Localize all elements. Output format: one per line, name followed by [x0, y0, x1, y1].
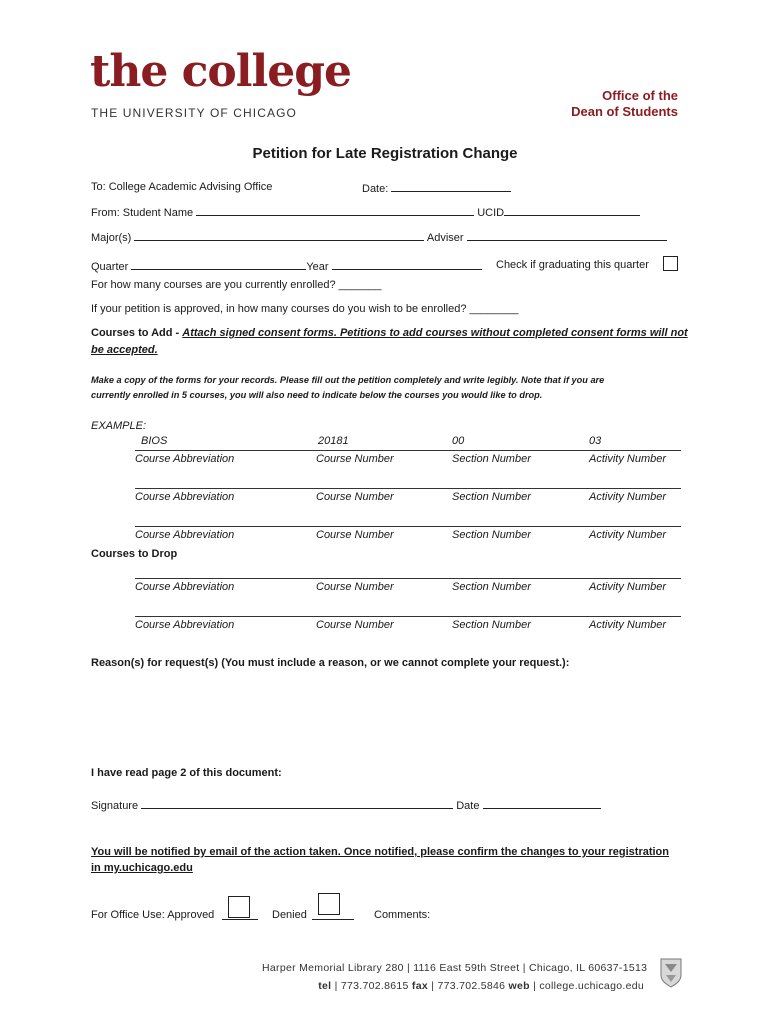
- example-col-activity: Activity Number: [589, 453, 667, 465]
- quarter-field[interactable]: [91, 259, 482, 273]
- drop-row-2-section: Section Number: [452, 619, 531, 631]
- signature-label: Signature: [91, 800, 139, 812]
- date-field[interactable]: [362, 181, 511, 195]
- add-row-1-activity: Activity Number: [589, 491, 667, 503]
- office-line-1: Office of the: [602, 88, 678, 103]
- date-line[interactable]: [391, 181, 511, 192]
- approved-checkbox[interactable]: [228, 896, 250, 918]
- drop-row-1-section: Section Number: [452, 581, 531, 593]
- courses-to-drop-heading: Courses to Drop: [91, 548, 178, 560]
- denied-checkbox[interactable]: [318, 893, 340, 915]
- footer-contact: tel | 773.702.8615 fax | 773.702.5846 web | college.uchicago.edu: [318, 980, 644, 992]
- courses-to-add-label: Courses to Add -: [91, 327, 183, 339]
- instructions-line-1: Make a copy of the forms for your records. Please fill out the petition completely and write legibly. Note that if you are: [91, 375, 605, 385]
- example-number: 20181: [318, 435, 349, 447]
- add-row-2-section: Section Number: [452, 529, 531, 541]
- majors-line[interactable]: [134, 230, 424, 241]
- add-row-2-abbrev: Course Abbreviation: [135, 529, 235, 541]
- add-row-2-activity: Activity Number: [589, 529, 667, 541]
- quarter-label: Quarter: [91, 261, 129, 273]
- signature-field[interactable]: [91, 798, 601, 812]
- fax-label: fax: [411, 980, 428, 992]
- footer-address: Harper Memorial Library 280 | 1116 East 59th Street | Chicago, IL 60637-1513: [262, 962, 648, 974]
- wish-enrolled-question: If your petition is approved, in how many courses do you wish to be enrolled? ________: [91, 303, 519, 315]
- year-label: Year: [306, 261, 329, 273]
- to-label: To: College Academic Advising Office: [91, 181, 273, 193]
- add-row-1-abbrev: Course Abbreviation: [135, 491, 235, 503]
- student-name-field[interactable]: [91, 205, 640, 219]
- page-title: Petition for Late Registration Change: [252, 145, 518, 162]
- reason-area[interactable]: [91, 675, 681, 760]
- currently-enrolled-question: For how many courses are you currently enrolled? _______: [91, 279, 382, 291]
- year-line[interactable]: [332, 259, 482, 270]
- ucid-line[interactable]: [504, 205, 640, 216]
- denied-label: Denied: [272, 909, 307, 921]
- drop-row-1-abbrev: Course Abbreviation: [135, 581, 235, 593]
- instructions-line-2: currently enrolled in 5 courses, you will also need to indicate below the courses you would like to drop.: [91, 390, 543, 400]
- adviser-line[interactable]: [467, 230, 667, 241]
- notice-line-2: in my.uchicago.edu: [91, 862, 193, 874]
- graduating-label: Check if graduating this quarter: [496, 259, 649, 271]
- adviser-label: Adviser: [426, 232, 464, 244]
- notice-line-1: You will be notified by email of the action taken. Once notified, please confirm the changes to your registration: [91, 846, 669, 858]
- signature-date-line[interactable]: [483, 798, 601, 809]
- drop-row-1-number: Course Number: [316, 581, 394, 593]
- drop-row-2-number: Course Number: [316, 619, 394, 631]
- add-row-1-section: Section Number: [452, 491, 531, 503]
- example-abbrev: BIOS: [141, 435, 168, 447]
- example-section: 00: [452, 435, 465, 447]
- add-row-1-line[interactable]: [135, 488, 681, 489]
- add-row-2-line[interactable]: [135, 526, 681, 527]
- read-page-2-label: I have read page 2 of this document:: [91, 767, 282, 779]
- example-col-abbrev: Course Abbreviation: [135, 453, 235, 465]
- example-rule: [135, 450, 681, 451]
- consent-note-cont: be accepted.: [91, 344, 158, 356]
- approved-label: For Office Use: Approved: [91, 909, 215, 921]
- student-name-label: From: Student Name: [91, 207, 194, 219]
- drop-row-2-line[interactable]: [135, 616, 681, 617]
- consent-note: Attach signed consent forms. Petitions to add courses without completed consent forms will not: [182, 327, 688, 339]
- add-row-2-number: Course Number: [316, 529, 394, 541]
- student-name-line[interactable]: [196, 205, 474, 216]
- example-label: EXAMPLE:: [91, 420, 147, 432]
- graduating-checkbox[interactable]: [663, 256, 678, 271]
- date-label: Date:: [362, 183, 389, 195]
- example-col-section: Section Number: [452, 453, 531, 465]
- office-line-2: Dean of Students: [571, 104, 678, 119]
- drop-row-1-line[interactable]: [135, 578, 681, 579]
- university-shield-icon: [660, 958, 682, 988]
- signature-line[interactable]: [141, 798, 453, 809]
- college-logo: the college: [90, 46, 351, 97]
- majors-label: Major(s): [91, 232, 132, 244]
- web-value[interactable]: college.uchicago.edu: [539, 980, 644, 992]
- courses-to-add-heading: [91, 327, 688, 339]
- ucid-label: UCID: [477, 207, 505, 219]
- signature-date-label: Date: [456, 800, 480, 812]
- quarter-line[interactable]: [131, 259, 306, 270]
- drop-row-1-activity: Activity Number: [589, 581, 667, 593]
- drop-row-2-activity: Activity Number: [589, 619, 667, 631]
- reason-label: Reason(s) for request(s) (You must include a reason, or we cannot complete your request.):: [91, 657, 570, 669]
- tel-label: tel: [318, 980, 332, 992]
- tel-value: 773.702.8615: [340, 980, 409, 992]
- example-col-number: Course Number: [316, 453, 394, 465]
- example-activity: 03: [589, 435, 602, 447]
- comments-label: Comments:: [374, 909, 431, 921]
- add-row-1-number: Course Number: [316, 491, 394, 503]
- fax-value: 773.702.5846: [437, 980, 506, 992]
- university-name: THE UNIVERSITY OF CHICAGO: [91, 106, 297, 120]
- drop-row-2-abbrev: Course Abbreviation: [135, 619, 235, 631]
- majors-field[interactable]: [91, 230, 667, 244]
- web-label: web: [508, 980, 530, 992]
- office-name: [518, 88, 678, 120]
